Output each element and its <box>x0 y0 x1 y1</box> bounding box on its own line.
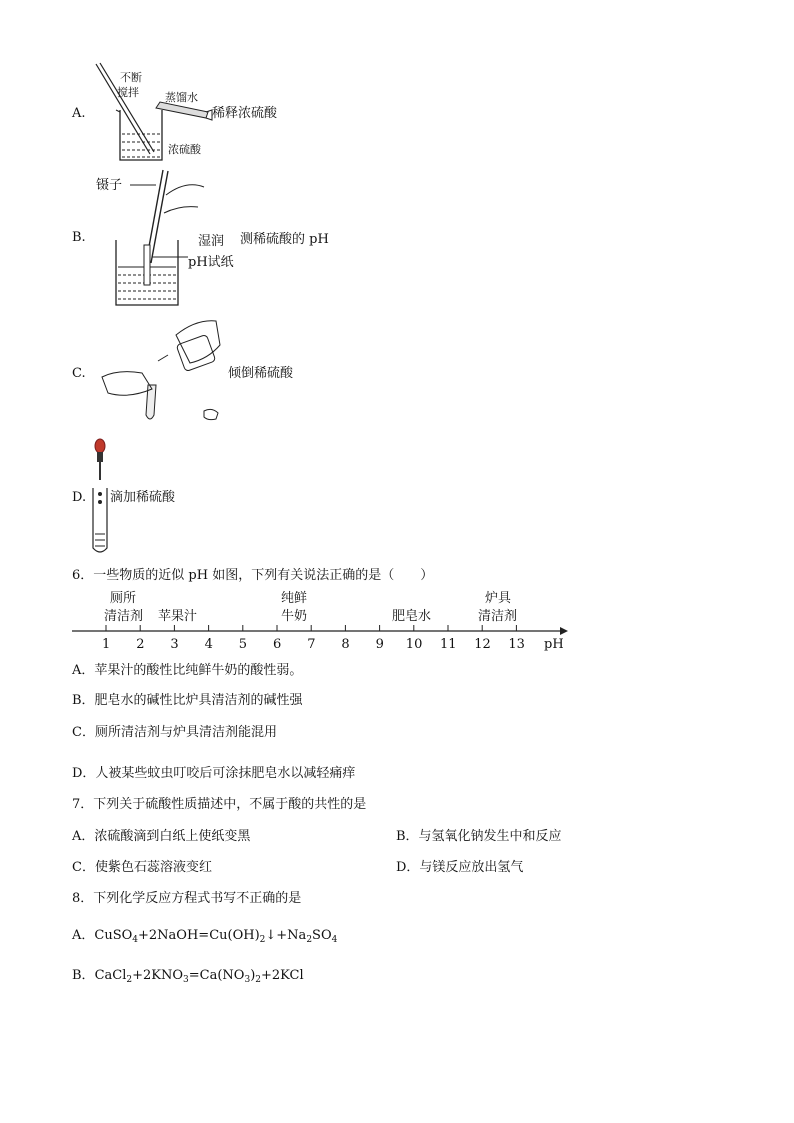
option-d-letter: D. <box>72 490 87 505</box>
option-c-caption: 倾倒稀硫酸 <box>228 366 294 381</box>
moist-label: 湿润 <box>198 234 225 249</box>
toilet-label-1: 厕所 <box>110 591 137 606</box>
q6-option-d: D．人被某些蚊虫叮咬后可涂抹肥皂水以减轻痛痒 <box>72 766 356 781</box>
ph-paper-label: pH试纸 <box>188 255 234 270</box>
option-d-caption: 滴加稀硫酸 <box>110 490 176 505</box>
ph-tick-label: 1 <box>102 637 111 652</box>
q7-option-d: D．与镁反应放出氢气 <box>396 860 524 875</box>
stir-label-2: 搅拌 <box>117 86 139 99</box>
q7-option-c: C．使紫色石蕊溶液变红 <box>72 860 212 875</box>
toilet-label-2: 清洁剂 <box>104 609 144 624</box>
stove-label-2: 清洁剂 <box>478 609 518 624</box>
apple-label: 苹果汁 <box>158 609 198 624</box>
milk-label-2: 牛奶 <box>281 609 308 624</box>
q8-option-a: A．$CuSO_4+2NaOH=Cu(OH)_2↓+Na_2SO_4$ <box>72 928 338 945</box>
acid-label: 浓硫酸 <box>168 143 201 156</box>
stove-label-1: 炉具 <box>485 591 512 606</box>
soap-label: 肥皂水 <box>392 609 432 624</box>
q8-option-b: B．$CaCl_2+2KNO_3=Ca(NO_3)_2+2KCl$ <box>72 968 304 985</box>
ph-tick-label: 2 <box>136 637 145 652</box>
ph-tick-label: 9 <box>375 637 384 652</box>
option-b-caption: 测稀硫酸的 pH <box>240 232 329 247</box>
stir-label-1: 不断 <box>120 71 142 84</box>
q6-option-b: B．肥皂水的碱性比炉具清洁剂的碱性强 <box>72 693 303 708</box>
ph-tick-label: 3 <box>170 637 179 652</box>
ph-tick-label: 5 <box>238 637 248 652</box>
ph-tick-label: 11 <box>440 637 457 652</box>
ph-tick-label: 10 <box>405 637 423 652</box>
ph-axis-unit: pH <box>544 637 564 652</box>
q7-stem: 7．下列关于硫酸性质描述中，不属于酸的共性的是 <box>72 797 367 812</box>
q6-option-a: A．苹果汁的酸性比纯鲜牛奶的酸性弱。 <box>72 663 303 678</box>
milk-label-1: 纯鲜 <box>281 591 308 606</box>
q7-option-b: B．与氢氧化钠发生中和反应 <box>396 829 562 844</box>
q8-stem: 8．下列化学反应方程式书写不正确的是 <box>72 891 302 906</box>
ph-tick-label: 12 <box>474 637 491 652</box>
option-a-letter: A. <box>72 106 86 121</box>
pouring-figure <box>98 315 228 425</box>
ph-tick-label: 4 <box>204 637 213 652</box>
option-a-caption: 稀释浓硫酸 <box>212 106 278 121</box>
q8-option-b-letter: B． <box>72 968 95 983</box>
ph-tick-label: 13 <box>508 637 525 652</box>
option-c-letter: C. <box>72 366 86 381</box>
q6-option-c: C．厕所清洁剂与炉具清洁剂能混用 <box>72 725 277 740</box>
water-label: 蒸馏水 <box>165 91 198 104</box>
ph-tick-label: 7 <box>307 637 316 652</box>
q7-option-a: A．浓硫酸滴到白纸上使纸变黑 <box>72 829 251 844</box>
q6-stem: 6．一些物质的近似 pH 如图，下列有关说法正确的是（ ） <box>72 568 434 583</box>
ph-tick-label: 6 <box>273 637 282 652</box>
option-b-letter: B. <box>72 230 86 245</box>
ph-scale-axis <box>70 624 570 644</box>
tweezers-label: 镊子 <box>96 178 123 193</box>
ph-tick-label: 8 <box>341 637 350 652</box>
q8-option-a-letter: A． <box>72 928 95 943</box>
